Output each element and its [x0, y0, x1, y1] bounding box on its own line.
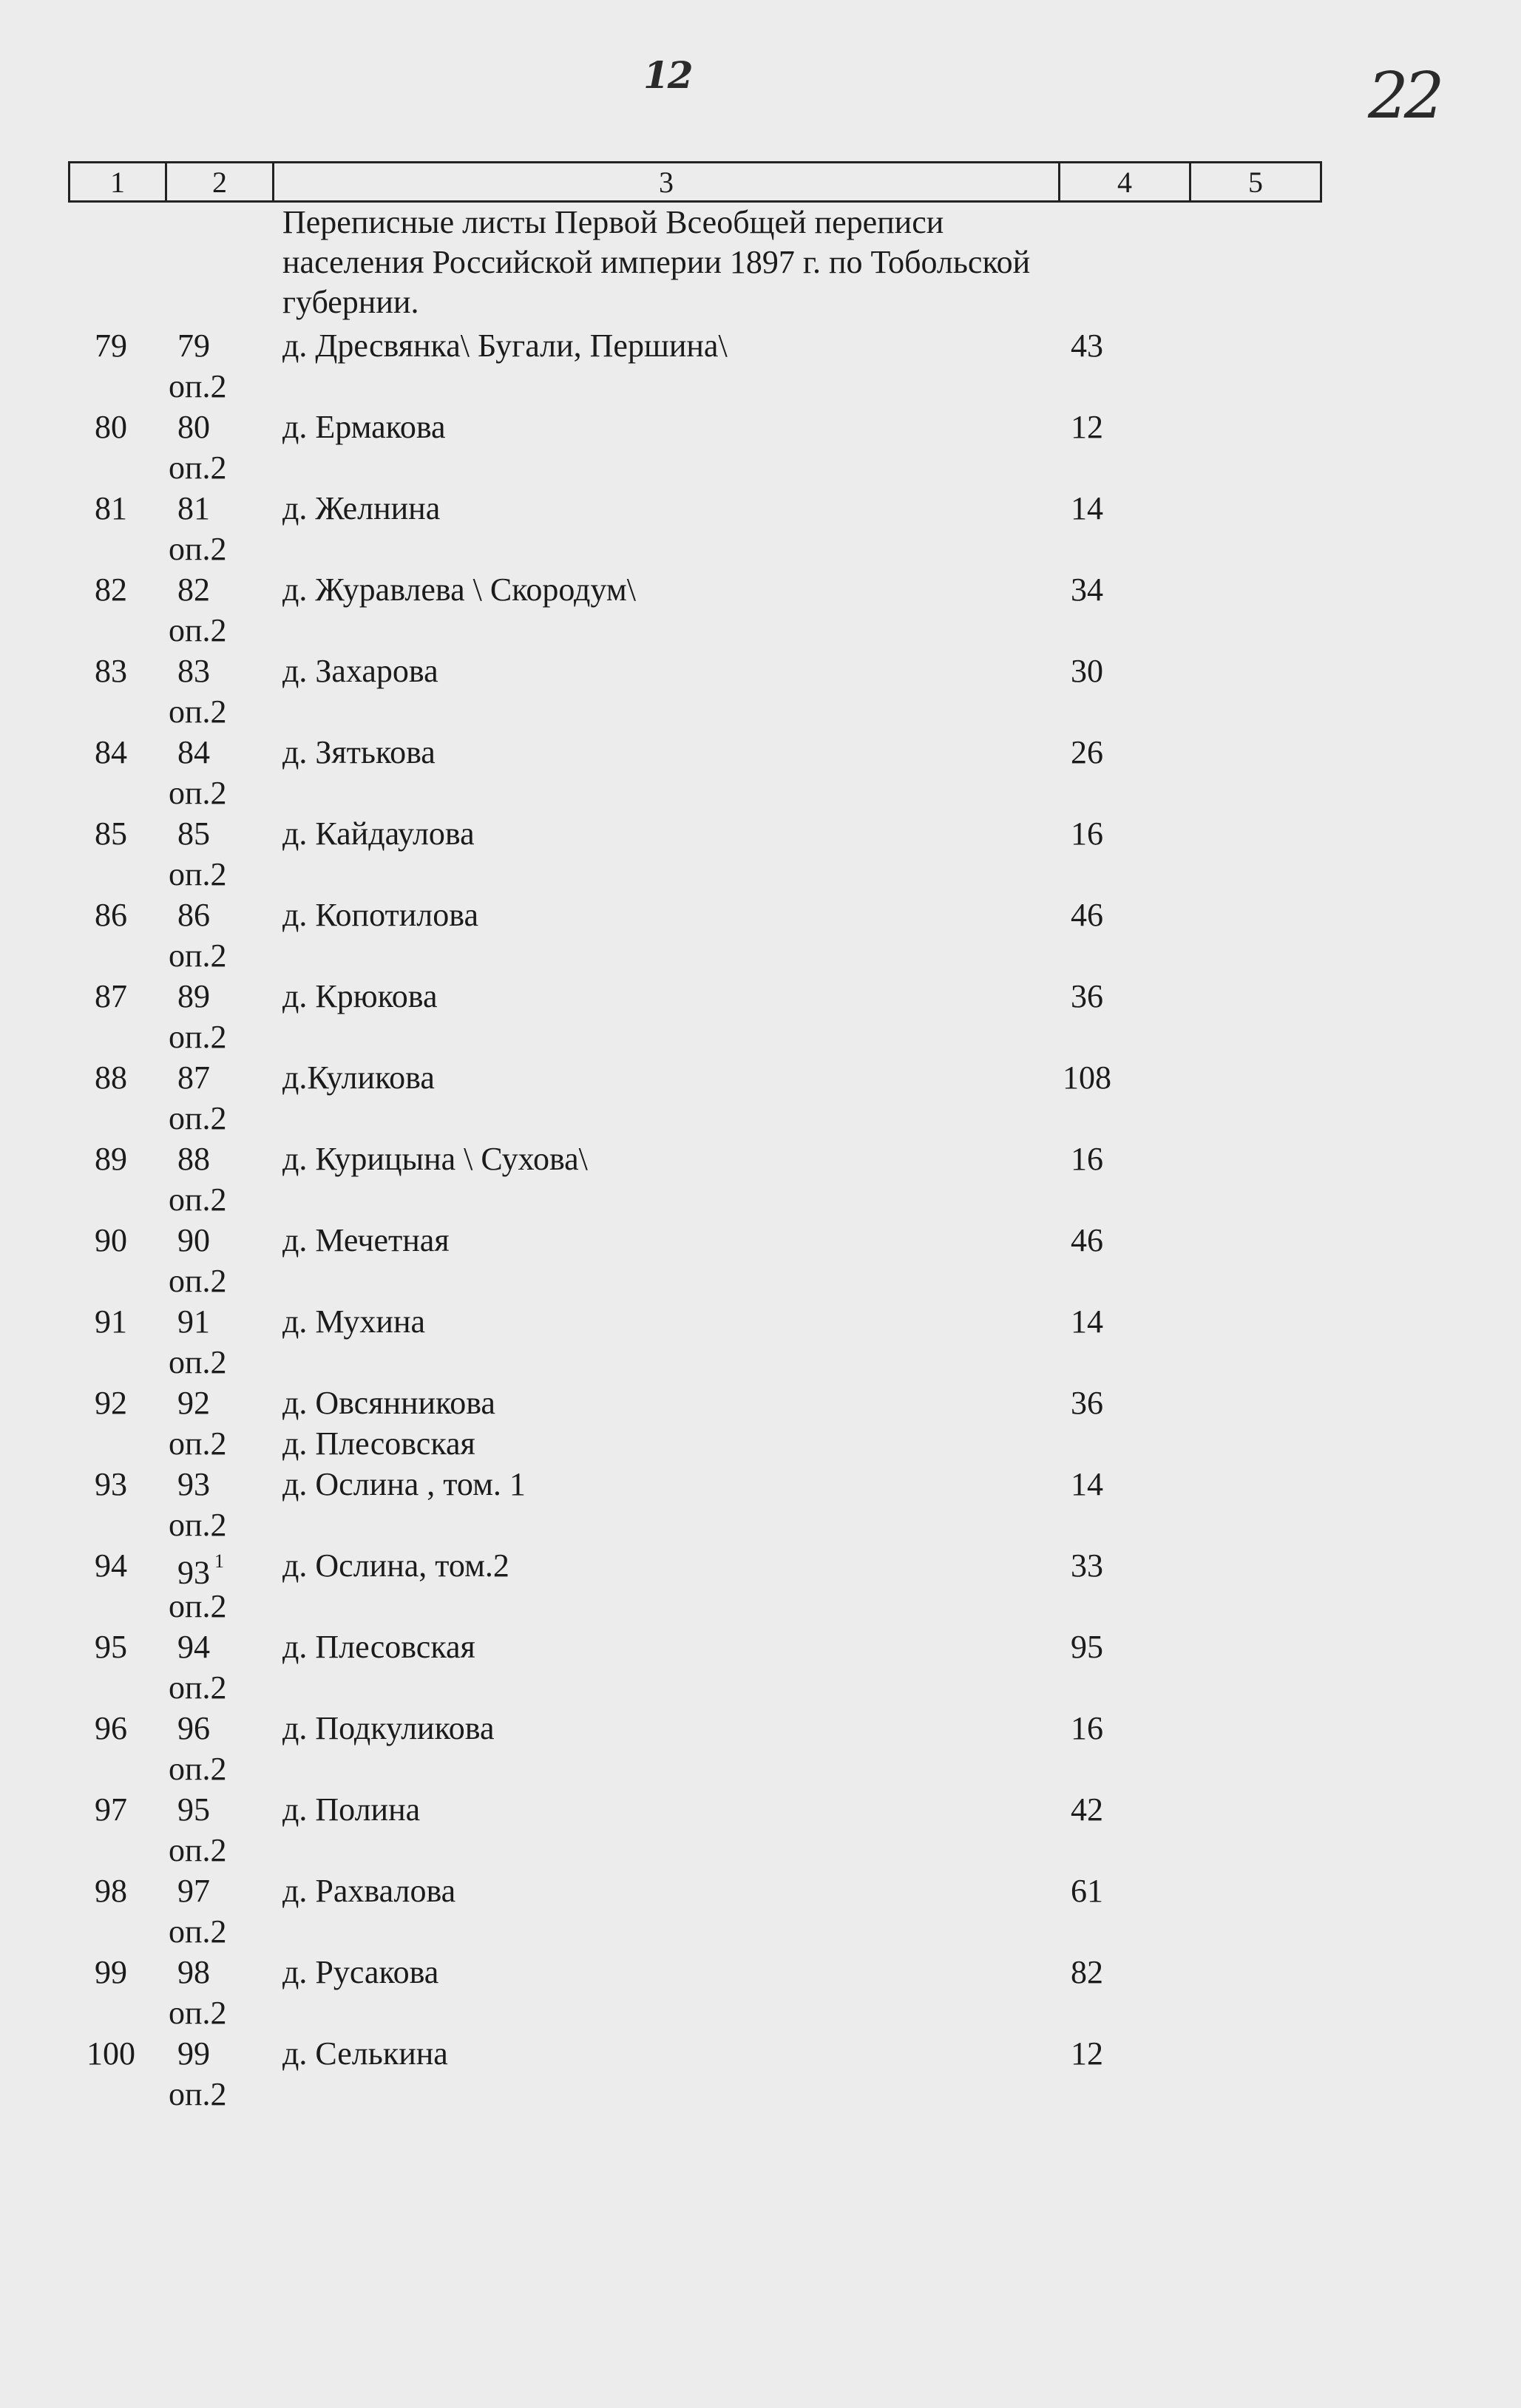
- inventory-label: оп.2: [169, 1100, 227, 1136]
- case-number: 98: [177, 1954, 210, 1990]
- inventory-label: оп.2: [169, 1669, 227, 1706]
- item-index: 95: [95, 1629, 127, 1665]
- item-index: 96: [95, 1710, 127, 1746]
- sheet-count: 46: [1071, 1222, 1103, 1258]
- list-item: [0, 1708, 1521, 1789]
- case-number: 97: [177, 1873, 210, 1909]
- settlement-name: д. Копотилова: [282, 897, 478, 933]
- item-index: 81: [95, 490, 127, 526]
- case-number: 95: [177, 1791, 210, 1828]
- list-item: [0, 1545, 1521, 1627]
- list-item: [0, 1139, 1521, 1220]
- sheet-count: 34: [1071, 572, 1103, 608]
- settlement-name: д. Полина: [282, 1791, 421, 1828]
- case-number: 93 $^1$: [177, 1550, 224, 1591]
- settlement-name: д. Овсянникова: [282, 1385, 495, 1421]
- settlement-name: д. Мечетная: [282, 1222, 450, 1258]
- sheet-count: 42: [1071, 1791, 1103, 1828]
- settlement-name: д. Дресвянка\ Бугали, Першина\: [282, 328, 728, 364]
- settlement-name: д. Желнина: [282, 490, 441, 526]
- item-index: 93: [95, 1466, 127, 1502]
- item-index: 99: [95, 1954, 127, 1990]
- settlement-cell: [282, 1545, 1022, 1586]
- item-index: 85: [95, 815, 127, 852]
- inventory-label: оп.2: [169, 1751, 227, 1787]
- settlement-name: д. Журавлева \ Скородум\: [282, 572, 636, 608]
- sheet-count: 36: [1071, 978, 1103, 1014]
- inventory-label: оп.2: [169, 1263, 227, 1299]
- list-item: [0, 1627, 1521, 1708]
- item-index: 100: [87, 2035, 135, 2072]
- inventory-label: оп.2: [169, 612, 227, 648]
- settlement-cell: [282, 1057, 1022, 1098]
- item-index: 91: [95, 1303, 127, 1340]
- item-index: 88: [95, 1059, 127, 1096]
- settlement-name: д. Крюкова: [282, 978, 438, 1014]
- item-index: 82: [95, 572, 127, 608]
- inventory-label: оп.2: [169, 1995, 227, 2031]
- column-header: 4: [1060, 163, 1190, 202]
- sheet-count: 16: [1071, 1710, 1103, 1746]
- inventory-label: оп.2: [169, 693, 227, 730]
- inventory-label: оп.2: [169, 1181, 227, 1218]
- case-number: 89: [177, 978, 210, 1014]
- list-item: [0, 813, 1521, 895]
- settlement-cell: [282, 488, 1022, 529]
- item-index: 94: [95, 1547, 127, 1584]
- settlement-name: д. Русакова: [282, 1954, 439, 1990]
- settlement-name: д. Ослина , том. 1: [282, 1466, 526, 1502]
- column-header: 2: [166, 163, 274, 202]
- sheet-count: 36: [1071, 1385, 1103, 1421]
- case-number: 86: [177, 897, 210, 933]
- list-item: [0, 1057, 1521, 1139]
- case-number: 84: [177, 734, 210, 770]
- settlement-cell: [282, 2033, 1022, 2074]
- sheet-count: 12: [1071, 2035, 1103, 2072]
- case-number: 91: [177, 1303, 210, 1340]
- list-item: [0, 976, 1521, 1057]
- list-item: [0, 1301, 1521, 1383]
- case-number: 90: [177, 1222, 210, 1258]
- settlement-cell: [282, 895, 1022, 935]
- sheet-count: 16: [1071, 1141, 1103, 1177]
- sheet-count: 43: [1071, 328, 1103, 364]
- sheet-count: 14: [1071, 1303, 1103, 1340]
- sheet-count: 46: [1071, 897, 1103, 933]
- settlement-name: д. Захарова: [282, 653, 438, 689]
- settlement-cell: [282, 1627, 1022, 1667]
- item-index: 97: [95, 1791, 127, 1828]
- case-number: 99: [177, 2035, 210, 2072]
- column-header-table: [68, 161, 1322, 203]
- list-item: [0, 732, 1521, 813]
- case-number-superscript: 1: [214, 1550, 224, 1572]
- sheet-count: 30: [1071, 653, 1103, 689]
- item-index: 92: [95, 1385, 127, 1421]
- settlement-name: д. Подкуликова: [282, 1710, 495, 1746]
- settlement-name: д. Плесовская: [282, 1629, 475, 1665]
- sheet-count: 33: [1071, 1547, 1103, 1584]
- sheet-count: 26: [1071, 734, 1103, 770]
- sheet-count: 95: [1071, 1629, 1103, 1665]
- settlement-name: д. Мухина: [282, 1303, 426, 1340]
- settlement-cell: [282, 813, 1022, 854]
- inventory-label: оп.2: [169, 937, 227, 974]
- item-index: 87: [95, 978, 127, 1014]
- column-header: 3: [274, 163, 1060, 202]
- inventory-list: [0, 325, 1521, 2114]
- list-item: [0, 488, 1521, 569]
- list-item: [0, 325, 1521, 407]
- inventory-label: оп.2: [169, 856, 227, 892]
- case-number: 85: [177, 815, 210, 852]
- settlement-cell: [282, 1871, 1022, 1911]
- inventory-label: оп.2: [169, 2076, 227, 2112]
- sheet-count: 12: [1071, 409, 1103, 445]
- column-header: 1: [70, 163, 166, 202]
- inventory-label: оп.2: [169, 1425, 227, 1462]
- inventory-label: оп.2: [169, 1588, 227, 1624]
- settlement-cell: [282, 1708, 1022, 1749]
- case-number: 83: [177, 653, 210, 689]
- handwritten-page-number: 12: [643, 53, 692, 97]
- list-item: [0, 1383, 1521, 1464]
- settlement-cell: [282, 407, 1022, 447]
- inventory-label: оп.2: [169, 368, 227, 404]
- list-item: [0, 1464, 1521, 1545]
- settlement-name: д. Рахвалова: [282, 1873, 456, 1909]
- list-item: [0, 1789, 1521, 1871]
- case-number: 92: [177, 1385, 210, 1421]
- settlement-cell: [282, 1383, 1022, 1462]
- case-number: 87: [177, 1059, 210, 1096]
- case-number: 96: [177, 1710, 210, 1746]
- sheet-count: 82: [1071, 1954, 1103, 1990]
- item-index: 89: [95, 1141, 127, 1177]
- sheet-count: 14: [1071, 1466, 1103, 1502]
- settlement-cell: [282, 569, 1022, 610]
- settlement-cell: [282, 1464, 1022, 1505]
- list-item: [0, 1220, 1521, 1301]
- case-number: 93: [177, 1466, 210, 1502]
- settlement-name: д. Селькина: [282, 2035, 448, 2072]
- inventory-label: оп.2: [169, 1913, 227, 1950]
- settlement-cell: [282, 976, 1022, 1017]
- inventory-label: оп.2: [169, 1507, 227, 1543]
- settlement-name: д. Ермакова: [282, 409, 446, 445]
- inventory-label: оп.2: [169, 775, 227, 811]
- inventory-label: оп.2: [169, 531, 227, 567]
- item-index: 86: [95, 897, 127, 933]
- list-item: [0, 407, 1521, 488]
- case-number: 94: [177, 1629, 210, 1665]
- item-index: 90: [95, 1222, 127, 1258]
- inventory-label: оп.2: [169, 1832, 227, 1868]
- case-number: 82: [177, 572, 210, 608]
- settlement-name: д. Курицына \ Сухова\: [282, 1141, 588, 1177]
- sheet-count: 14: [1071, 490, 1103, 526]
- settlement-cell: [282, 1220, 1022, 1261]
- settlement-cell: [282, 651, 1022, 691]
- settlement-cell: [282, 1139, 1022, 1179]
- settlement-cell: [282, 732, 1022, 773]
- case-number: 79: [177, 328, 210, 364]
- item-index: 80: [95, 409, 127, 445]
- inventory-label: оп.2: [169, 450, 227, 486]
- list-item: [0, 1952, 1521, 2033]
- list-item: [0, 1871, 1521, 1952]
- item-index: 79: [95, 328, 127, 364]
- settlement-cell: [282, 325, 1022, 366]
- section-heading: Переписные листы Первой Всеобщей переписи населения Российской империи 1897 г. по Тобольской губернии.: [282, 204, 1031, 320]
- settlement-name: д.Куликова: [282, 1059, 435, 1096]
- case-number: 80: [177, 409, 210, 445]
- settlement-name-secondary: д. Плесовская: [282, 1425, 475, 1462]
- item-index: 84: [95, 734, 127, 770]
- settlement-name: д. Кайдаулова: [282, 815, 475, 852]
- sheet-count: 108: [1063, 1059, 1111, 1096]
- list-item: [0, 651, 1521, 732]
- case-number: 81: [177, 490, 210, 526]
- list-item: [0, 2033, 1521, 2114]
- list-item: [0, 895, 1521, 976]
- settlement-cell: [282, 1952, 1022, 1992]
- settlement-cell: [282, 1301, 1022, 1342]
- inventory-label: оп.2: [169, 1344, 227, 1380]
- settlement-cell: [282, 1789, 1022, 1830]
- case-number: 88: [177, 1141, 210, 1177]
- settlement-name: д. Зятькова: [282, 734, 436, 770]
- settlement-name: д. Ослина, том.2: [282, 1547, 509, 1584]
- sheet-count: 16: [1071, 815, 1103, 852]
- column-header: 5: [1190, 163, 1321, 202]
- sheet-count: 61: [1071, 1873, 1103, 1909]
- list-item: [0, 569, 1521, 651]
- item-index: 98: [95, 1873, 127, 1909]
- handwritten-sheet-number: 22: [1368, 59, 1440, 133]
- item-index: 83: [95, 653, 127, 689]
- inventory-label: оп.2: [169, 1019, 227, 1055]
